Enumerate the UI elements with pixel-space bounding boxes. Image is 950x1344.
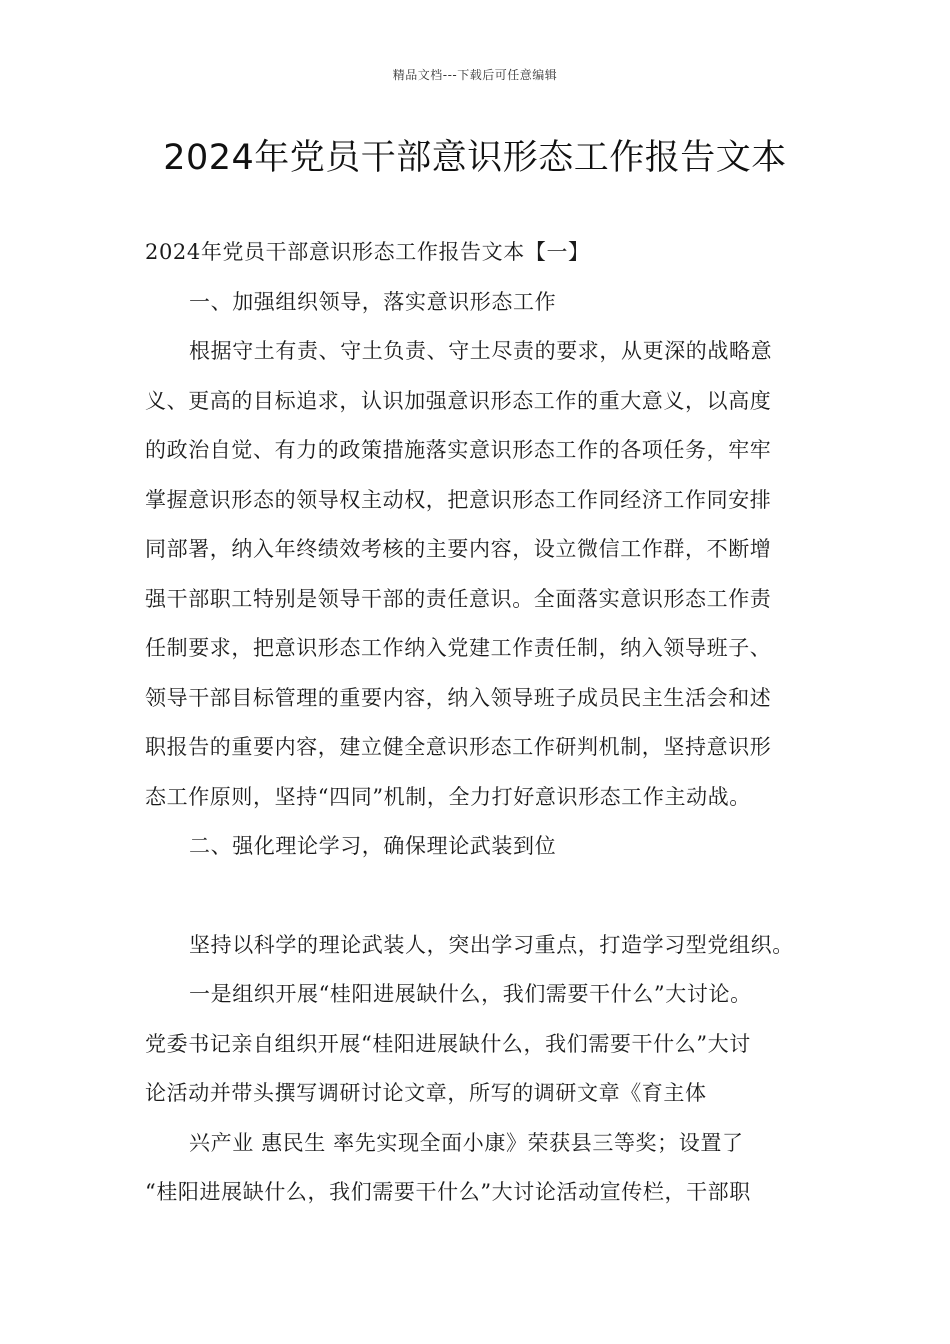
paragraph-line: 一是组织开展“桂阳进展缺什么，我们需要干什么”大讨论。 (189, 982, 752, 1006)
header-note: 精品文档---下载后可任意编辑 (392, 68, 558, 82)
paragraph-line: 坚持以科学的理论武装人，突出学习重点，打造学习型党组织。 (189, 932, 794, 957)
paragraph-line: 的政治自觉、有力的政策措施落实意识形态工作的各项任务，牢牢 (145, 438, 772, 462)
blank-gap (145, 872, 809, 921)
paragraph-line: 领导干部目标管理的重要内容，纳入领导班子成员民主生活会和述 (145, 685, 772, 710)
paragraph-line: 同部署，纳入年终绩效考核的主要内容，设立微信工作群，不断增 (145, 537, 772, 561)
subheading: 一、加强组织领导，落实意识形态工作 (189, 289, 557, 314)
paragraph-line: 兴产业 惠民生 率先实现全面小康》荣获县三等奖；设置了 (189, 1130, 744, 1155)
subheading: 二、强化理论学习，确保理论武装到位 (189, 834, 557, 858)
paragraph-line: “桂阳进展缺什么，我们需要干什么”大讨论活动宣传栏，干部职 (145, 1180, 751, 1204)
paragraph-line: 根据守土有责、守土负责、守土尽责的要求，从更深的战略意 (189, 339, 773, 363)
paragraph-line: 任制要求，把意识形态工作纳入党建工作责任制，纳入领导班子、 (145, 636, 772, 660)
document-title: 2024年党员干部意识形态工作报告文本 (163, 138, 787, 178)
paragraph-line: 强干部职工特别是领导干部的责任意识。全面落实意识形态工作责 (145, 586, 772, 611)
paragraph-line: 党委书记亲自组织开展“桂阳进展缺什么，我们需要干什么”大讨 (145, 1031, 751, 1056)
paragraph-line: 职报告的重要内容，建立健全意识形态工作研判机制，坚持意识形 (145, 735, 772, 759)
paragraph-line: 态工作原则，坚持“四同”机制，全力打好意识形态工作主动战。 (145, 784, 751, 809)
document-body (145, 228, 809, 1218)
paragraph-line: 论活动并带头撰写调研讨论文章，所写的调研文章《育主体 (145, 1081, 707, 1105)
paragraph-line: 义、更高的目标追求，认识加强意识形态工作的重大意义，以高度 (145, 388, 772, 413)
section-heading: 2024年党员干部意识形态工作报告文本【一】 (145, 240, 590, 264)
paragraph-line: 掌握意识形态的领导权主动权，把意识形态工作同经济工作同安排 (145, 487, 772, 512)
